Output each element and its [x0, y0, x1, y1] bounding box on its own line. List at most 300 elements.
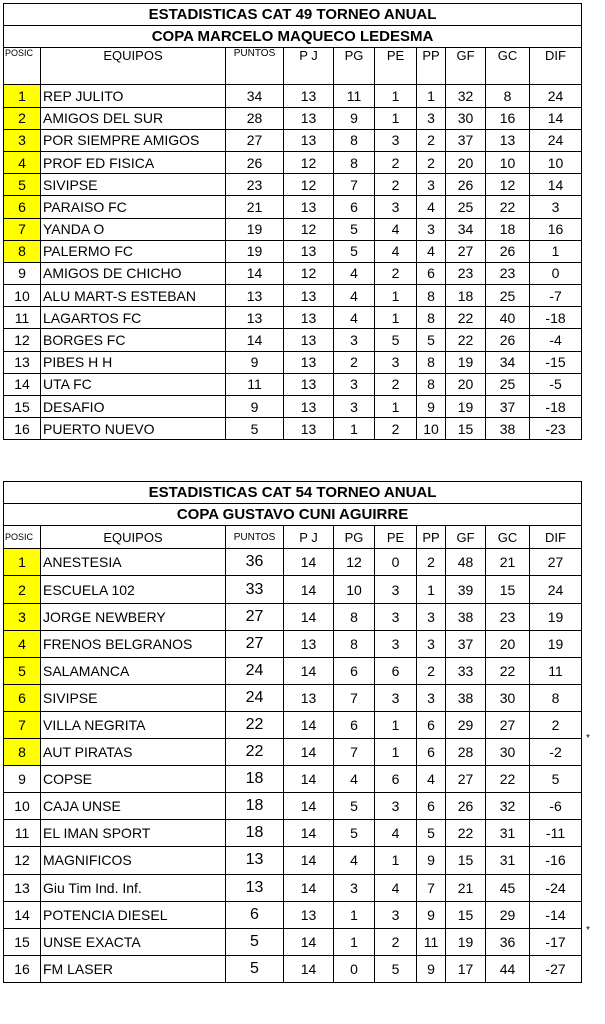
- table-row: [4, 657, 582, 684]
- table-row: [4, 684, 582, 711]
- cell-dif: 27: [530, 549, 582, 576]
- cell-pg: 6: [334, 196, 375, 218]
- cell-gf: 22: [446, 820, 486, 847]
- table-row: [4, 418, 582, 440]
- cell-pj: 13: [284, 285, 334, 307]
- cell-pe: 4: [375, 240, 417, 262]
- cell-gc: 26: [486, 329, 530, 351]
- table-row: [4, 711, 582, 738]
- asterisk-note: *: [586, 925, 590, 936]
- table-row: [4, 766, 582, 793]
- cell-pos: 5: [4, 174, 41, 196]
- cell-gc: 23: [486, 262, 530, 284]
- cell-pg: 5: [334, 218, 375, 240]
- cell-pp: 9: [417, 955, 446, 982]
- cell-pg: 1: [334, 901, 375, 928]
- cell-pp: 4: [417, 240, 446, 262]
- cell-team: POTENCIA DIESEL: [41, 901, 226, 928]
- cell-pos: 3: [4, 603, 41, 630]
- table-title: ESTADISTICAS CAT 54 TORNEO ANUAL: [4, 482, 582, 504]
- cell-pts: 19: [226, 218, 284, 240]
- cell-dif: -15: [530, 351, 582, 373]
- cell-pp: 9: [417, 901, 446, 928]
- cell-pe: 2: [375, 373, 417, 395]
- cell-pe: 5: [375, 955, 417, 982]
- cell-dif: 5: [530, 766, 582, 793]
- cell-gf: 38: [446, 603, 486, 630]
- cell-dif: -4: [530, 329, 582, 351]
- column-header-gf: GF: [446, 526, 486, 549]
- cell-pg: 5: [334, 793, 375, 820]
- cell-team: FM LASER: [41, 955, 226, 982]
- cell-pg: 12: [334, 549, 375, 576]
- cell-pe: 3: [375, 196, 417, 218]
- cell-pos: 10: [4, 793, 41, 820]
- cell-gf: 39: [446, 576, 486, 603]
- cell-pts: 36: [226, 549, 284, 576]
- cell-team: COPSE: [41, 766, 226, 793]
- cell-pj: 13: [284, 901, 334, 928]
- cell-pos: 8: [4, 240, 41, 262]
- cell-pj: 14: [284, 766, 334, 793]
- cell-team: AMIGOS DEL SUR: [41, 107, 226, 129]
- table-row: [4, 107, 582, 129]
- cell-pe: 1: [375, 107, 417, 129]
- cell-pts: 18: [226, 766, 284, 793]
- cell-pg: 3: [334, 373, 375, 395]
- table-row: [4, 576, 582, 603]
- cell-pos: 11: [4, 820, 41, 847]
- cell-pos: 14: [4, 373, 41, 395]
- standings-table-cat54: [3, 481, 582, 983]
- cell-pg: 5: [334, 240, 375, 262]
- title-row: [4, 482, 582, 504]
- cell-gc: 32: [486, 793, 530, 820]
- cell-pts: 21: [226, 196, 284, 218]
- cell-pp: 2: [417, 129, 446, 151]
- cell-team: SIVIPSE: [41, 174, 226, 196]
- cell-pj: 14: [284, 847, 334, 874]
- cell-team: VILLA NEGRITA: [41, 711, 226, 738]
- cell-dif: -24: [530, 874, 582, 901]
- cell-pos: 4: [4, 151, 41, 173]
- table-row: [4, 240, 582, 262]
- cell-dif: 14: [530, 174, 582, 196]
- cell-pts: 13: [226, 285, 284, 307]
- cell-pj: 13: [284, 240, 334, 262]
- cell-pj: 13: [284, 351, 334, 373]
- table-row: [4, 218, 582, 240]
- cell-pg: 2: [334, 351, 375, 373]
- cell-gc: 36: [486, 928, 530, 955]
- cell-pts: 27: [226, 630, 284, 657]
- cell-team: ALU MART-S ESTEBAN: [41, 285, 226, 307]
- cell-pts: 27: [226, 129, 284, 151]
- cell-pg: 4: [334, 307, 375, 329]
- cell-pos: 14: [4, 901, 41, 928]
- cell-pos: 7: [4, 711, 41, 738]
- cell-gf: 26: [446, 174, 486, 196]
- cell-pos: 6: [4, 684, 41, 711]
- cell-pe: 5: [375, 329, 417, 351]
- cell-pp: 11: [417, 928, 446, 955]
- cell-dif: 24: [530, 129, 582, 151]
- cell-pj: 13: [284, 396, 334, 418]
- cell-team: AUT PIRATAS: [41, 739, 226, 766]
- cell-team: YANDA O: [41, 218, 226, 240]
- cell-pj: 14: [284, 739, 334, 766]
- cell-dif: -7: [530, 285, 582, 307]
- table-row: [4, 329, 582, 351]
- cell-gc: 38: [486, 418, 530, 440]
- cell-dif: -27: [530, 955, 582, 982]
- column-header-pg: PG: [334, 526, 375, 549]
- column-header-pe: PE: [375, 48, 417, 85]
- cell-pp: 4: [417, 766, 446, 793]
- cell-team: PIBES H H: [41, 351, 226, 373]
- cell-pp: 5: [417, 820, 446, 847]
- cell-pg: 8: [334, 129, 375, 151]
- cell-pts: 9: [226, 396, 284, 418]
- cell-dif: 0: [530, 262, 582, 284]
- cell-pp: 3: [417, 684, 446, 711]
- cell-dif: 14: [530, 107, 582, 129]
- table-title: ESTADISTICAS CAT 49 TORNEO ANUAL: [4, 4, 582, 26]
- cell-gc: 29: [486, 901, 530, 928]
- cell-team: ESCUELA 102: [41, 576, 226, 603]
- table-row: [4, 307, 582, 329]
- cell-pe: 6: [375, 766, 417, 793]
- cell-team: POR SIEMPRE AMIGOS: [41, 129, 226, 151]
- cell-pts: 18: [226, 793, 284, 820]
- cell-gf: 37: [446, 630, 486, 657]
- cell-dif: -16: [530, 847, 582, 874]
- cell-pos: 12: [4, 329, 41, 351]
- cell-pg: 10: [334, 576, 375, 603]
- cell-pj: 13: [284, 373, 334, 395]
- table-row: [4, 874, 582, 901]
- cell-gc: 34: [486, 351, 530, 373]
- column-header-pos: POSIC: [4, 526, 41, 549]
- cell-pj: 14: [284, 576, 334, 603]
- subtitle-row: [4, 26, 582, 48]
- cell-pj: 14: [284, 820, 334, 847]
- cell-pos: 6: [4, 196, 41, 218]
- table-row: [4, 739, 582, 766]
- cell-pp: 6: [417, 262, 446, 284]
- cell-pe: 1: [375, 396, 417, 418]
- cell-pj: 14: [284, 928, 334, 955]
- table-row: [4, 262, 582, 284]
- cell-pe: 3: [375, 576, 417, 603]
- cell-team: PALERMO FC: [41, 240, 226, 262]
- table-row: [4, 351, 582, 373]
- cell-pj: 14: [284, 657, 334, 684]
- cell-gf: 17: [446, 955, 486, 982]
- cell-dif: -14: [530, 901, 582, 928]
- table-row: [4, 793, 582, 820]
- cell-pts: 5: [226, 928, 284, 955]
- cell-dif: 24: [530, 85, 582, 107]
- cell-pts: 22: [226, 711, 284, 738]
- cell-dif: 10: [530, 151, 582, 173]
- cell-pe: 2: [375, 928, 417, 955]
- cell-pe: 4: [375, 874, 417, 901]
- cell-gf: 37: [446, 129, 486, 151]
- cell-pos: 3: [4, 129, 41, 151]
- cell-pp: 8: [417, 373, 446, 395]
- cell-gc: 23: [486, 603, 530, 630]
- cell-pg: 11: [334, 85, 375, 107]
- cell-gf: 28: [446, 739, 486, 766]
- cell-gf: 21: [446, 874, 486, 901]
- cell-pj: 13: [284, 85, 334, 107]
- cell-gf: 48: [446, 549, 486, 576]
- cell-gc: 15: [486, 576, 530, 603]
- cell-dif: -2: [530, 739, 582, 766]
- table-row: [4, 901, 582, 928]
- cell-pp: 1: [417, 576, 446, 603]
- cell-gf: 20: [446, 373, 486, 395]
- cell-gc: 21: [486, 549, 530, 576]
- cell-gf: 38: [446, 684, 486, 711]
- cell-gc: 31: [486, 847, 530, 874]
- cell-pj: 14: [284, 793, 334, 820]
- cell-team: SIVIPSE: [41, 684, 226, 711]
- table-row: [4, 847, 582, 874]
- cell-team: LAGARTOS FC: [41, 307, 226, 329]
- cell-pe: 3: [375, 351, 417, 373]
- table-row: [4, 630, 582, 657]
- cell-pg: 3: [334, 396, 375, 418]
- cell-pts: 13: [226, 307, 284, 329]
- cell-pp: 8: [417, 285, 446, 307]
- cell-team: UTA FC: [41, 373, 226, 395]
- cell-gf: 25: [446, 196, 486, 218]
- cell-gc: 45: [486, 874, 530, 901]
- cell-pj: 14: [284, 711, 334, 738]
- cell-gf: 19: [446, 351, 486, 373]
- column-header-dif: DIF: [530, 526, 582, 549]
- cell-gf: 30: [446, 107, 486, 129]
- cell-gc: 31: [486, 820, 530, 847]
- cell-gf: 20: [446, 151, 486, 173]
- column-header-gc: GC: [486, 526, 530, 549]
- cell-pj: 13: [284, 329, 334, 351]
- cell-pos: 9: [4, 262, 41, 284]
- cell-pj: 14: [284, 874, 334, 901]
- cell-pg: 4: [334, 766, 375, 793]
- cell-pos: 9: [4, 766, 41, 793]
- cell-pj: 12: [284, 218, 334, 240]
- cell-pos: 15: [4, 396, 41, 418]
- cell-pts: 27: [226, 603, 284, 630]
- cell-pg: 1: [334, 928, 375, 955]
- cell-dif: 16: [530, 218, 582, 240]
- cell-gf: 26: [446, 793, 486, 820]
- cell-pts: 11: [226, 373, 284, 395]
- cell-team: SALAMANCA: [41, 657, 226, 684]
- cell-gf: 18: [446, 285, 486, 307]
- cell-gf: 34: [446, 218, 486, 240]
- cell-team: DESAFIO: [41, 396, 226, 418]
- cell-pe: 3: [375, 630, 417, 657]
- cell-pj: 12: [284, 151, 334, 173]
- cell-pg: 8: [334, 630, 375, 657]
- cell-gc: 20: [486, 630, 530, 657]
- cell-pts: 24: [226, 684, 284, 711]
- standings-table-cat49: [3, 3, 582, 440]
- cell-pos: 4: [4, 630, 41, 657]
- standings-sheet-cat49: [3, 3, 581, 440]
- cell-pe: 1: [375, 307, 417, 329]
- cell-gc: 30: [486, 684, 530, 711]
- cell-pos: 15: [4, 928, 41, 955]
- cell-gc: 8: [486, 85, 530, 107]
- cell-gc: 13: [486, 129, 530, 151]
- table-row: [4, 129, 582, 151]
- cell-pj: 13: [284, 107, 334, 129]
- cell-pe: 3: [375, 129, 417, 151]
- cell-pos: 10: [4, 285, 41, 307]
- header-row: [4, 48, 582, 85]
- cell-pp: 3: [417, 603, 446, 630]
- cell-pe: 2: [375, 262, 417, 284]
- cell-pj: 14: [284, 549, 334, 576]
- cell-dif: 2: [530, 711, 582, 738]
- cell-pj: 13: [284, 129, 334, 151]
- cell-pts: 5: [226, 418, 284, 440]
- cell-team: REP JULITO: [41, 85, 226, 107]
- cell-pe: 0: [375, 549, 417, 576]
- cell-gf: 19: [446, 396, 486, 418]
- cell-dif: 3: [530, 196, 582, 218]
- column-header-pts: PUNTOS: [226, 526, 284, 549]
- table-row: [4, 85, 582, 107]
- cell-pp: 7: [417, 874, 446, 901]
- cell-gf: 15: [446, 418, 486, 440]
- column-header-pj: P J: [284, 48, 334, 85]
- column-header-team: EQUIPOS: [41, 526, 226, 549]
- table-row: [4, 603, 582, 630]
- cell-team: Giu Tim Ind. Inf.: [41, 874, 226, 901]
- cell-team: FRENOS BELGRANOS: [41, 630, 226, 657]
- cell-dif: -11: [530, 820, 582, 847]
- cell-pts: 28: [226, 107, 284, 129]
- cell-gc: 16: [486, 107, 530, 129]
- cell-pts: 13: [226, 847, 284, 874]
- cell-pos: 8: [4, 739, 41, 766]
- cell-pe: 3: [375, 793, 417, 820]
- cell-pg: 3: [334, 874, 375, 901]
- cell-pp: 3: [417, 630, 446, 657]
- cell-pj: 13: [284, 196, 334, 218]
- cell-pts: 14: [226, 262, 284, 284]
- cell-pe: 3: [375, 684, 417, 711]
- cell-pe: 1: [375, 285, 417, 307]
- cell-pts: 9: [226, 351, 284, 373]
- table-row: [4, 151, 582, 173]
- cell-gf: 15: [446, 847, 486, 874]
- cell-pp: 2: [417, 549, 446, 576]
- cell-gf: 19: [446, 928, 486, 955]
- cell-gf: 22: [446, 307, 486, 329]
- cell-team: PUERTO NUEVO: [41, 418, 226, 440]
- cell-pos: 11: [4, 307, 41, 329]
- table-row: [4, 174, 582, 196]
- table-row: [4, 549, 582, 576]
- column-header-gf: GF: [446, 48, 486, 85]
- cell-gf: 23: [446, 262, 486, 284]
- column-header-pp: PP: [417, 48, 446, 85]
- cell-pos: 16: [4, 418, 41, 440]
- cell-pg: 4: [334, 285, 375, 307]
- table-row: [4, 196, 582, 218]
- cell-gf: 27: [446, 766, 486, 793]
- cell-pos: 5: [4, 657, 41, 684]
- cell-dif: -6: [530, 793, 582, 820]
- cell-dif: -18: [530, 307, 582, 329]
- cell-pts: 6: [226, 901, 284, 928]
- cell-pj: 13: [284, 630, 334, 657]
- cell-pts: 18: [226, 820, 284, 847]
- cell-pg: 8: [334, 603, 375, 630]
- cell-gc: 37: [486, 396, 530, 418]
- cell-dif: 19: [530, 630, 582, 657]
- cell-pts: 19: [226, 240, 284, 262]
- cell-pp: 6: [417, 711, 446, 738]
- table-row: [4, 285, 582, 307]
- cell-pp: 6: [417, 793, 446, 820]
- cell-pj: 14: [284, 955, 334, 982]
- asterisk-note: *: [586, 733, 590, 744]
- cell-team: PROF ED FISICA: [41, 151, 226, 173]
- cell-pg: 7: [334, 174, 375, 196]
- cell-pp: 3: [417, 218, 446, 240]
- cell-dif: -18: [530, 396, 582, 418]
- cell-dif: -5: [530, 373, 582, 395]
- cell-pj: 13: [284, 418, 334, 440]
- cell-team: JORGE NEWBERY: [41, 603, 226, 630]
- cell-pg: 1: [334, 418, 375, 440]
- cell-pg: 0: [334, 955, 375, 982]
- column-header-team: EQUIPOS: [41, 48, 226, 85]
- cell-gc: 22: [486, 657, 530, 684]
- cell-pos: 13: [4, 351, 41, 373]
- cell-pts: 23: [226, 174, 284, 196]
- column-header-dif: DIF: [530, 48, 582, 85]
- cell-pos: 7: [4, 218, 41, 240]
- column-header-pts: PUNTOS: [226, 48, 284, 85]
- cell-gc: 25: [486, 285, 530, 307]
- cell-pj: 13: [284, 684, 334, 711]
- cell-pp: 8: [417, 307, 446, 329]
- cell-pts: 22: [226, 739, 284, 766]
- cell-pp: 3: [417, 174, 446, 196]
- cell-gc: 40: [486, 307, 530, 329]
- cell-pos: 1: [4, 85, 41, 107]
- subtitle-row: [4, 504, 582, 526]
- cell-pg: 9: [334, 107, 375, 129]
- cell-pts: 34: [226, 85, 284, 107]
- cell-pg: 6: [334, 657, 375, 684]
- cell-pj: 13: [284, 307, 334, 329]
- column-header-pos: POSIC: [4, 48, 41, 85]
- cell-gc: 10: [486, 151, 530, 173]
- table-row: [4, 820, 582, 847]
- table-row: [4, 373, 582, 395]
- cell-pts: 14: [226, 329, 284, 351]
